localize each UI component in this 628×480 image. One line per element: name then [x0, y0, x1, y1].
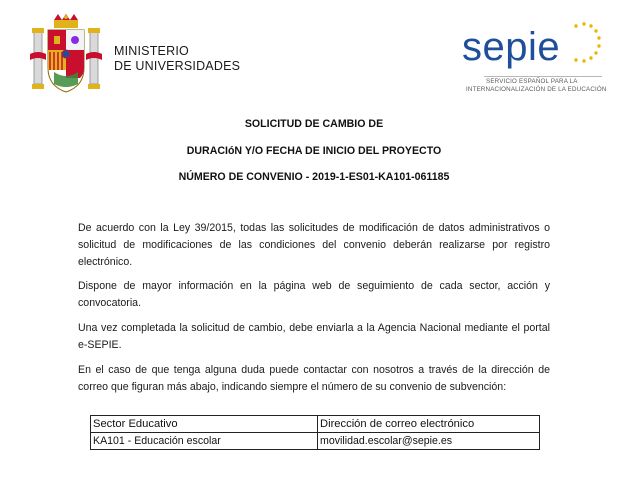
document-title-line-2: DURACIóN Y/O FECHA DE INICIO DEL PROYECTO [186, 145, 442, 157]
ministry-line-2: DE UNIVERSIDADES [114, 59, 241, 73]
paragraph-contact: En el caso de que tenga alguna duda puede contactar con nosotros a través de la dirección de correo que figuran más abajo, indicando siempre el número de su convenio de subvención: [78, 364, 550, 393]
eu-stars-icon [574, 22, 600, 62]
sepie-subtitle-line-2: INTERNACIONALIZACIÓN DE LA EDUCACIÓN [466, 86, 607, 93]
agreement-number: NÚMERO DE CONVENIO - 2019-1-ES01-KA101-061185 [178, 171, 450, 183]
paragraph-submit-portal: Una vez completada la solicitud de cambio, debe enviarla a la Agencia Nacional mediante el portal e-SEPIE. [78, 322, 550, 351]
contact-table [90, 415, 540, 450]
document-title-line-1: SOLICITUD DE CAMBIO DE [244, 118, 384, 130]
sepie-subtitle [466, 76, 616, 94]
sepie-divider [484, 76, 602, 77]
table-row [91, 433, 540, 450]
sector-cell: KA101 - Educación escolar [91, 433, 318, 450]
ministry-name [114, 44, 240, 74]
sepie-logo [460, 20, 610, 72]
email-cell: movilidad.escolar@sepie.es [318, 433, 540, 450]
coat-of-arms-icon [28, 14, 104, 98]
sepie-subtitle-line-1: SERVICIO ESPAÑOL PARA LA [486, 78, 578, 85]
column-header-sector: Sector Educativo [91, 416, 318, 433]
paragraph-more-info: Dispone de mayor información en la página web de seguimiento de cada sector, acción y convocatoria. [78, 280, 550, 309]
paragraph-electronic-registry: De acuerdo con la Ley 39/2015, todas las solicitudes de modificación de datos administrativos o solicitud de modificaciones de las condiciones del convenio deberán realizarse por registro electrónico. [78, 222, 550, 268]
ministry-line-1: MINISTERIO [114, 44, 189, 58]
column-header-email: Dirección de correo electrónico [318, 416, 540, 433]
sepie-logo-text: sepie [462, 25, 561, 69]
table-header-row [91, 416, 540, 433]
